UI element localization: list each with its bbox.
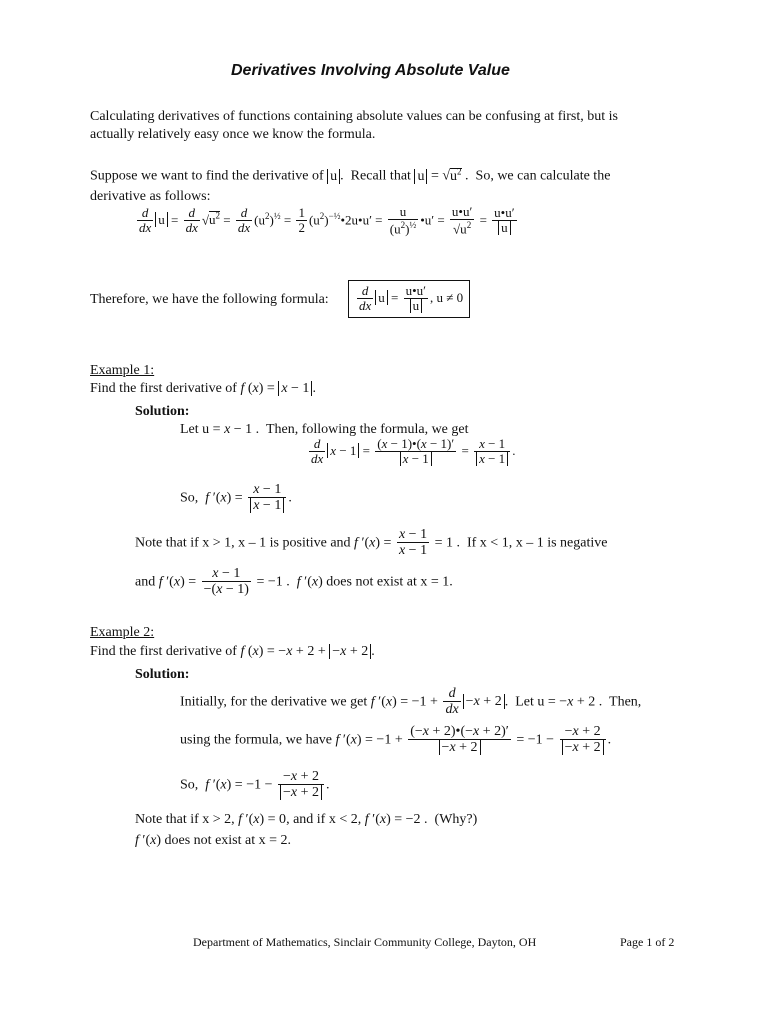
suppose-line: Suppose we want to find the derivative of u . Recall that $u = √u^2$ . So, we can calculate the — [90, 166, 611, 184]
example1-so: So, — [180, 490, 199, 506]
example2-so: So, — [180, 777, 199, 793]
example1-derivative-eq: $\frac{d}{dx}$ x − 1 = $\frac{(x - 1)•(x - 1)'}{x - 1}$ = $\frac{x - 1}{x - 1}$ . — [311, 436, 516, 467]
example1-heading: Example 1: — [90, 363, 155, 378]
intro-paragraph-line2: actually relatively easy once we know the formula. — [90, 127, 376, 142]
example2-init-line: Initially, for the derivative we get f ′(x) = −1 + $\frac{d}{dx}$ −x + 2 . Let u = −x + 2 . Then, — [180, 686, 642, 718]
therefore-text: Therefore, we have the following formula: — [90, 292, 329, 307]
example2-using: using the formula, we have — [180, 732, 333, 748]
example1-and-line: and f ′(x) = $\frac{x - 1}{-(x - 1)}$ = −1 . f ′(x) does not exist at x = 1. — [135, 566, 453, 598]
footer-department: Department of Mathematics, Sinclair Community College, Dayton, OH — [193, 935, 537, 949]
example2-let: Let — [515, 694, 534, 710]
example1-task-text: Find the first derivative of — [90, 381, 237, 396]
example2-init: Initially, for the derivative we get — [180, 694, 368, 710]
example1-so-line: So, f ′(x) = $\frac{x - 1}{x - 1}$ . — [180, 482, 292, 514]
example2-dne: does not exist at x = 2. — [164, 833, 292, 848]
example2-heading: Example 2: — [90, 625, 155, 640]
example1-note-a: Note that if x > 1, x – 1 is positive and — [135, 535, 351, 551]
example1-note-line: Note that if x > 1, x – 1 is positive and f ′(x) = $\frac{x - 1}{x - 1}$ = 1 . If x < 1, x – 1 is negative — [135, 527, 608, 559]
example1-solution-label: Solution: — [135, 404, 190, 419]
page-title: Derivatives Involving Absolute Value — [231, 62, 510, 79]
intro-paragraph-line1: Calculating derivatives of functions containing absolute values can be confusing at first, but is — [90, 109, 618, 124]
example2-so-line: So, f ′(x) = −1 − $\frac{-x + 2}{-x + 2}$ . — [180, 769, 330, 801]
derivation-equation: $\frac{d}{dx}$ u = $\frac{d}{dx}$ $√u^2$ = $\frac{d}{dx}$ $(u^2)^{\frac{1}{2}}$ = $\frac{1}{2}$ $(u^2)^{-\frac{1}{2}}•2u•u'$ = $\frac{u}{(u^2)^{\frac{1}{2}}}$ •u′ = $\frac{u•u'}{√u^2}$ = $\frac{u•u'}{u}$ — [139, 204, 515, 237]
example2-task: Find the first derivative of f (x) = −x + 2 + −x + 2 . — [90, 644, 375, 659]
example1-let: Let u = — [180, 422, 221, 437]
example1-and: and — [135, 574, 156, 590]
suppose-text: Suppose we want to find the derivative of — [90, 168, 324, 184]
derivative-follows: derivative as follows: — [90, 189, 211, 204]
example2-note-b: , and if x < 2, — [286, 812, 362, 827]
formula-box: $\frac{d}{dx}$ u = $\frac{u•u'}{u}$ , u ≠ 0 — [348, 280, 470, 318]
example1-task: Find the first derivative of f (x) = x − 1 . — [90, 381, 316, 396]
example2-note-a: Note that if x > 2, — [135, 812, 235, 827]
example2-solution-label: Solution: — [135, 667, 190, 682]
example1-note-b: If x < 1, x – 1 is negative — [466, 535, 608, 551]
example2-dne-line: f ′(x) does not exist at x = 2. — [135, 833, 292, 848]
example1-then: Then, following the formula, we get — [265, 422, 469, 437]
example2-using-line: using the formula, we have f ′(x) = −1 + $\frac{(-x + 2)•(-x + 2)'}{-x + 2}$ = −1 − $\frac{-x + 2}{-x + 2}$ . — [180, 724, 612, 756]
example2-then: Then, — [609, 694, 642, 710]
example2-why: (Why?) — [434, 812, 478, 827]
footer-page-number: Page 1 of 2 — [620, 935, 675, 949]
example2-note-line: Note that if x > 2, f ′(x) = 0, and if x < 2, f ′(x) = −2 . (Why?) — [135, 812, 478, 827]
example1-let-line: Let u = x − 1 . Then, following the formula, we get — [180, 422, 469, 437]
so-calc-text: So, we can calculate the — [475, 168, 611, 184]
recall-text: Recall that — [350, 168, 411, 184]
example2-task-text: Find the first derivative of — [90, 644, 237, 659]
example1-dne: does not exist at x = 1. — [326, 574, 453, 590]
